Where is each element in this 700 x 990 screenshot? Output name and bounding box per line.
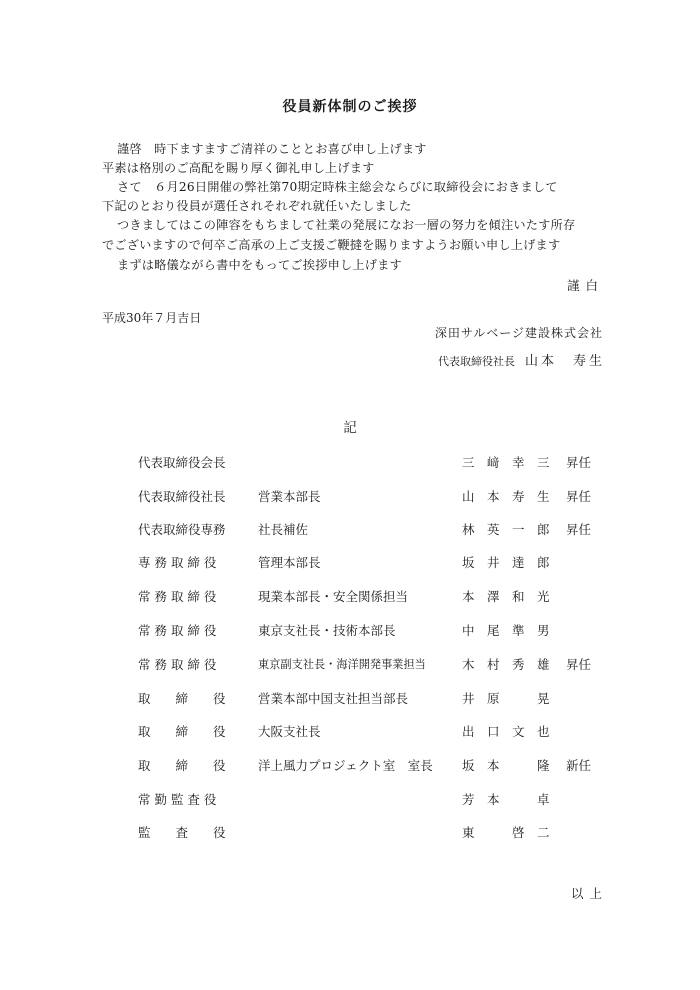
officer-row	[0, 722, 700, 742]
officer-row	[0, 756, 700, 776]
officer-title: 取 締 役	[138, 758, 226, 773]
document-title: 役員新体制のご挨拶	[282, 99, 418, 115]
officer-note: 昇任	[566, 522, 592, 537]
officer-title: 代表取締役専務	[138, 522, 226, 537]
officer-duty: 社長補佐	[258, 522, 309, 537]
officer-row	[0, 587, 700, 607]
officer-duty: 大阪支社長	[258, 724, 321, 739]
officer-note: 昇任	[566, 657, 592, 672]
officer-duty: 営業本部中国支社担当部長	[258, 691, 409, 706]
officer-name: 林 英 一 郎	[462, 522, 550, 537]
officer-row	[0, 453, 700, 473]
officer-title: 常 務 取 締 役	[138, 589, 217, 604]
officer-duty: 東京支社長・技術本部長	[258, 623, 396, 638]
officer-row	[0, 520, 700, 540]
officer-duty: 管理本部長	[258, 555, 321, 570]
ki-heading: 記	[343, 420, 357, 436]
officer-name: 中 尾 準 男	[462, 623, 550, 638]
officer-title: 代表取締役会長	[138, 455, 226, 470]
officer-title: 監 査 役	[138, 825, 226, 840]
officer-title: 常 務 取 締 役	[138, 657, 217, 672]
officer-name: 坂 井 達 郎	[462, 555, 550, 570]
officer-duty: 東京副支社長・海洋開発事業担当	[258, 658, 426, 671]
closing-word: 謹白	[566, 278, 604, 293]
officer-name: 木 村 秀 雄	[462, 657, 550, 672]
officer-name: 芳 本 卓	[462, 792, 550, 807]
officer-duty: 営業本部長	[258, 489, 321, 504]
greeting-line-7: まずは略儀ながら書中をもってご挨拶申し上げます	[117, 258, 402, 272]
greeting-line-4: 下記のとおり役員が選任されそれぞれ就任いたしました	[102, 199, 412, 213]
officer-row	[0, 655, 700, 675]
issue-date: 平成30年７月吉日	[102, 311, 202, 325]
officer-title: 取 締 役	[138, 691, 226, 706]
president-title: 代表取締役社長	[437, 355, 515, 368]
officer-name: 本 澤 和 光	[462, 589, 550, 604]
officer-row	[0, 790, 700, 810]
officer-row	[0, 487, 700, 507]
officer-row	[0, 553, 700, 573]
officer-name: 山 本 寿 生	[462, 489, 550, 504]
officer-duty: 現業本部長・安全関係担当	[258, 589, 409, 604]
officer-title: 代表取締役社長	[138, 489, 226, 504]
officer-row	[0, 621, 700, 641]
greeting-line-6: でございますので何卒ご高承の上ご支援ご鞭撻を賜りますようお願い申し上げます	[102, 238, 561, 252]
greeting-line-3: さて ６月26日開催の弊社第70期定時株主総会ならびに取締役会におきまして	[117, 180, 558, 194]
officer-duty: 洋上風力プロジェクト室 室長	[258, 758, 433, 773]
officer-title: 専 務 取 締 役	[138, 555, 217, 570]
greeting-line-5: つきましてはこの陣容をもちまして社業の発展になお一層の努力を傾注いたす所存	[117, 218, 576, 232]
officer-note: 昇任	[566, 489, 592, 504]
officer-name: 井 原 晃	[462, 691, 550, 706]
officer-note: 昇任	[566, 455, 592, 470]
president-name: 山本 寿生	[524, 354, 605, 369]
greeting-line-2: 平素は格別のご高配を賜り厚く御礼申し上げます	[102, 161, 375, 175]
end-mark: 以上	[570, 886, 608, 901]
officer-name: 東 啓 二	[462, 825, 550, 840]
officer-name: 三 﨑 幸 三	[462, 455, 550, 470]
company-name: 深田サルベージ建設株式会社	[434, 326, 603, 340]
president-signature	[438, 350, 605, 369]
officer-title: 常 勤 監 査 役	[138, 792, 217, 807]
officer-note: 新任	[566, 758, 592, 773]
officer-name: 坂 本 隆	[462, 758, 550, 773]
officer-name: 出 口 文 也	[462, 724, 550, 739]
officer-title: 取 締 役	[138, 724, 226, 739]
officer-title: 常 務 取 締 役	[138, 623, 217, 638]
greeting-line-1: 謹啓 時下ますますご清祥のこととお喜び申し上げます	[117, 142, 427, 156]
officer-row	[0, 823, 700, 843]
officer-row	[0, 689, 700, 709]
